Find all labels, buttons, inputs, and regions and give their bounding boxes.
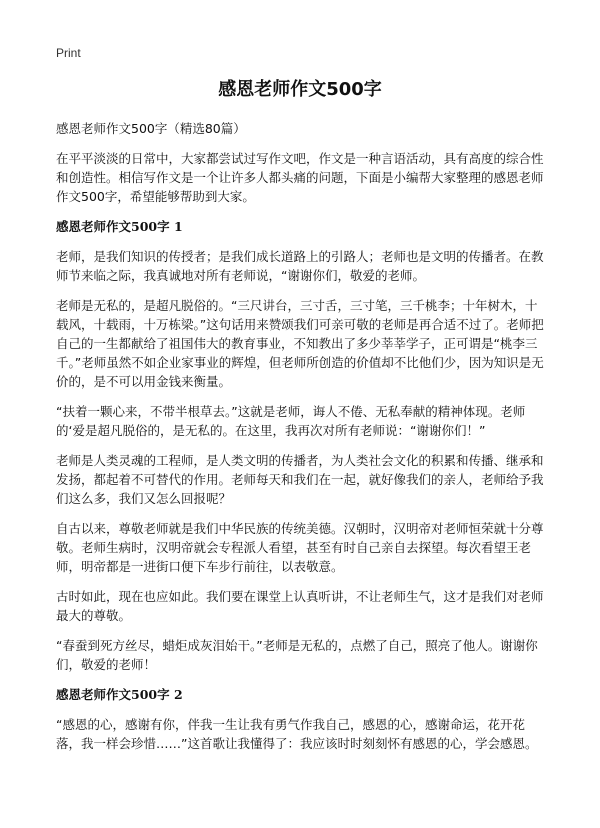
print-link[interactable]: Print bbox=[56, 46, 81, 60]
section-heading-2: 感恩老师作文500字 2 bbox=[56, 687, 183, 702]
section-1-paragraph-4: 老师是人类灵魂的工程师，是人类文明的传播者，为人类社会文化的积累和传播、继承和发扬，都起着不可替代的作用。老师每天和我们在一起，就好像我们的亲人，老师给予我们这么多，我们又怎么回报呢？ bbox=[56, 453, 544, 506]
document-body bbox=[56, 119, 548, 764]
document-title: 感恩老师作文500字 bbox=[218, 79, 382, 100]
section-1-paragraph-1: 老师，是我们知识的传授者；是我们成长道路上的引路人；老师也是文明的传播者。在教师节来临之际，我真诚地对所有老师说，“谢谢你们，敬爱的老师。 bbox=[56, 249, 544, 283]
section-1-paragraph-2: 老师是无私的，是超凡脱俗的。“三尺讲台，三寸舌，三寸笔，三千桃李；十年树木，十载风，十载雨，十万栋梁。”这句话用来赞颂我们可亲可敬的老师是再合适不过了。老师把自己的一生都献给了祖国伟大的教育事业，不知教出了多少莘莘学子，正可谓是“桃李三千。”老师虽然不如企业家事业的辉煌，但老师所创造的价值却不比他们少，因为知识是无价的，是不可以用金钱来衡量。 bbox=[56, 298, 544, 389]
section-1-paragraph-6: 古时如此，现在也应如此。我们要在课堂上认真听讲，不让老师生气，这才是我们对老师最大的尊敬。 bbox=[56, 589, 544, 623]
section-1-paragraph-3: “扶着一颗心来，不带半根草去。”这就是老师，诲人不倦、无私奉献的精神体现。老师的‘爱是超凡脱俗的，是无私的。在这里，我再次对所有老师说：“谢谢你们！” bbox=[56, 404, 526, 438]
section-2-paragraph-1: “感恩的心，感谢有你，伴我一生让我有勇气作我自己，感恩的心，感谢命运，花开花落，我一样会珍惜……”这首歌让我懂得了：我应该时时刻刻怀有感恩的心，学会感恩。 bbox=[56, 717, 538, 751]
section-heading-1: 感恩老师作文500字 1 bbox=[56, 219, 183, 234]
intro-paragraph: 在平平淡淡的日常中，大家都尝试过写作文吧，作文是一种言语活动，具有高度的综合性和创造性。相信写作文是一个让许多人都头痛的问题，下面是小编帮大家整理的感恩老师作文500字，希望能够帮助到大家。 bbox=[56, 151, 544, 204]
document-subtitle: 感恩老师作文500字（精选80篇） bbox=[56, 121, 246, 136]
section-1-paragraph-7: “春蚕到死方丝尽，蜡炬成灰泪始干。”老师是无私的，点燃了自己，照亮了他人。谢谢你们，敬爱的老师！ bbox=[56, 638, 538, 672]
section-1-paragraph-5: 自古以来，尊敬老师就是我们中华民族的传统美德。汉朝时，汉明帝对老师恒荣就十分尊敬。老师生病时，汉明帝就会专程派人看望，甚至有时自己亲自去探望。每次看望王老师，明帝都是一进街口便下车步行前往，以表敬意。 bbox=[56, 521, 544, 574]
